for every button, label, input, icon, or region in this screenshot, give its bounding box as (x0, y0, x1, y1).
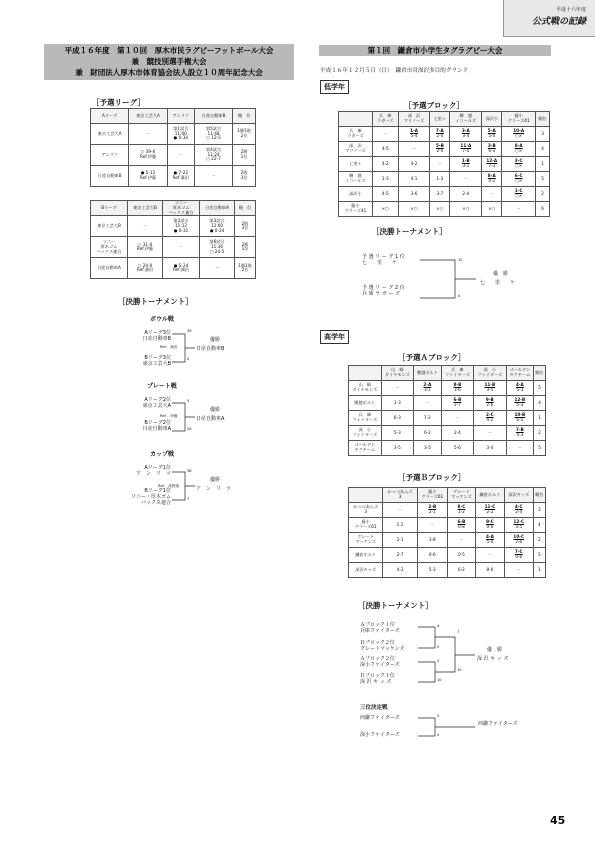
table-cell: 1-2 (383, 518, 417, 533)
cup-score1: 38 (187, 469, 192, 473)
table-row (91, 216, 256, 237)
table-cell: 2-B 2-1 (417, 503, 447, 518)
table-cell: 12-C 3-5 (504, 518, 533, 533)
row-header: 深 沢 マリノーズ (339, 142, 373, 157)
plate-referee: Ref.：伊藤 (160, 414, 178, 418)
table-cell: － (482, 187, 502, 202)
table-cell: 2-4 (441, 426, 473, 441)
high-final-win-label: 優 勝 (487, 647, 503, 653)
table-cell: 6-2 (414, 426, 442, 441)
table-cell: 2-4 (450, 187, 482, 202)
table-cell: 8-A 4-2 (482, 172, 502, 187)
table-cell: ×○ (430, 202, 450, 217)
table-cell: 12-A 7-3 (482, 157, 502, 172)
table-cell: － (441, 411, 473, 426)
table-cell: 4-2 (383, 563, 417, 578)
table-cell: 3-7 (430, 187, 450, 202)
table-cell: 9-C 0-0 (476, 518, 505, 533)
table-row (91, 166, 256, 187)
plate-team1: Aリーグ2位 東京工芸大A (142, 397, 171, 409)
plate-score1: 5 (187, 399, 190, 403)
table-cell: 第6試合 11:36 ○ 24-5 (200, 237, 235, 258)
table-cell: 3-4 (474, 441, 506, 456)
plate-title: プレート戦 (147, 383, 177, 390)
table-cell: 7-A 2-4 (430, 127, 450, 142)
column-header: 山 崎 ダイヤモンズ (381, 366, 414, 381)
table-cell: 7-B 4-3 (506, 426, 534, 441)
table-cell: 1-3 (381, 396, 414, 411)
table-cell: － (127, 216, 162, 237)
page-number: 45 (550, 814, 566, 827)
table-cell: 第1試合 11:00 ● 0-34 (167, 124, 194, 145)
low-final-team1: 予 選 リ ー グ 1 位 七 里 ケ (362, 254, 405, 266)
cup-team1: Aリーグ1位 ア ン リ ツ (135, 465, 171, 477)
table-row (91, 237, 256, 258)
left-header-line1: 平成１６年度 第１０回 厚木市民ラグビーフットボール大会 (64, 46, 274, 55)
table-cell: 3-6 (398, 187, 430, 202)
table-cell: 4-A 5-0 (476, 533, 505, 548)
table-cell: ○ 39-0 Ref.伊藤 (129, 145, 167, 166)
table-cell: 3-C ○× (502, 157, 536, 172)
table-row (349, 411, 546, 426)
event-date: 平成１６年１２月５日（日） 鎌倉市営深沢多目的グランド (320, 68, 469, 74)
table-cell: 11-B 3-5 (474, 381, 506, 396)
table-cell: 6-C ○× (502, 172, 536, 187)
row-header: 日産自動車A (91, 258, 128, 279)
table-cell: 2 (533, 533, 545, 548)
table-cell: 1-3 (372, 172, 398, 187)
table-cell: － (447, 533, 475, 548)
table-cell: 0-6 (417, 548, 447, 563)
block-b-title: ［予選Ｂブロック］ (398, 473, 466, 482)
table-cell: ×○ (450, 202, 482, 217)
table-cell: 10-A ○× (502, 127, 536, 142)
column-header: 七里ヶ (430, 112, 450, 127)
high-final-score1: 4 (437, 624, 440, 628)
table-cell: 5-A 5-4 (482, 127, 502, 142)
table-cell: 2 (536, 187, 550, 202)
table-cell: 3 (533, 503, 545, 518)
table-cell: － (381, 381, 414, 396)
column-header: 順 位 (233, 109, 256, 124)
table-cell: 5-6 (441, 441, 473, 456)
high-final-score3: 3 (437, 659, 440, 663)
table-header-row (339, 112, 550, 127)
table-cell: 8-A ○× (502, 142, 536, 157)
bowl-win-label: 優勝 (210, 337, 221, 343)
table-cell: 8-0 (476, 563, 505, 578)
table-cell: 2 (534, 426, 546, 441)
low-final-score2: 0 (458, 294, 461, 298)
column-header: 順位 (536, 112, 550, 127)
cup-win-label: 優勝 (210, 477, 221, 483)
table-cell: 4-A 5-3 (506, 381, 534, 396)
table-cell: 11-C 2-2 (476, 503, 505, 518)
table-cell: 3 (536, 127, 550, 142)
table-cell: 0-5 (447, 548, 475, 563)
plate-win-label: 優勝 (210, 407, 221, 413)
table-row (349, 381, 546, 396)
table-row (339, 172, 550, 187)
table-cell: 第4試合 11:24 ○ 22-7 (194, 145, 232, 166)
high-final-score4: 10 (437, 678, 442, 682)
table-cell: － (129, 124, 167, 145)
low-final-bracket (420, 260, 476, 298)
cup-winner: ア ン リ ツ (196, 486, 232, 492)
table-cell: 4-2 (398, 157, 430, 172)
table-cell: 4 (533, 518, 545, 533)
column-header: Bリーグ (91, 201, 128, 216)
row-header: ソニー 厚木ゴム バックス連合 (91, 237, 128, 258)
table-cell: 3-5 (381, 441, 414, 456)
plate-score2: 28 (187, 427, 192, 431)
column-header: 藤小 グラーズ61 (417, 488, 447, 503)
table-cell: 2-7 (383, 548, 417, 563)
column-header: ゴールデン タクチーム (506, 366, 534, 381)
table-cell: 第3試合 12:00 ● 0-24 (200, 216, 235, 237)
column-header: Aリーグ (91, 109, 129, 124)
table-cell: 5 (536, 172, 550, 187)
table-cell: 1-B 3-1 (450, 157, 482, 172)
table-cell: － (450, 172, 482, 187)
table-cell: 6-3 (381, 411, 414, 426)
left-header (44, 44, 294, 80)
table-row (349, 548, 546, 563)
table-cell: 7-2 (414, 411, 442, 426)
column-header: グレート マッケンズ (447, 488, 475, 503)
column-header: アンリツ (167, 109, 194, 124)
table-row (349, 426, 546, 441)
table-cell: － (398, 142, 430, 157)
table-cell: － (414, 396, 442, 411)
table-cell: 3-A 3-4 (450, 127, 482, 142)
block-a-title: ［予選Ａブロック］ (398, 353, 466, 362)
row-header: かっつあんズ 3 (349, 503, 383, 518)
table-cell: 1 (536, 157, 550, 172)
table-cell: ×○ (482, 202, 502, 217)
table-cell: － (504, 563, 533, 578)
row-header: アンリツ (91, 145, 129, 166)
table-cell: 5 (534, 441, 546, 456)
column-header: 藤小 グラーズ41 (502, 112, 536, 127)
row-header: 東京工芸大A (91, 124, 129, 145)
table-header-row (349, 366, 546, 381)
column-header: 日産自動車B (194, 109, 232, 124)
column-header: 兵 庫 ラガーズ (372, 112, 398, 127)
left-header-line3: 兼 財団法人厚木市体育協会法人設立１０周年記念大会 (75, 68, 263, 77)
table-cell: 10-C 2-6 (504, 533, 533, 548)
third-team1: 西鎌ファイターズ (360, 715, 400, 721)
table-cell: 4-5 (372, 142, 398, 157)
column-header: 鎌倉ホルト (476, 488, 505, 503)
table-row (349, 396, 546, 411)
table-cell: 1 (534, 411, 546, 426)
plate-winner: 日産自動車A (196, 416, 225, 422)
table-header-row (91, 109, 256, 124)
table-cell: 2勝 1位 (233, 145, 256, 166)
cup-title: カップ戦 (150, 451, 174, 458)
table-cell: ● 5-12 Ref.伊藤 (129, 166, 167, 187)
table-cell: － (194, 166, 232, 187)
table-cell: 3-8 (417, 533, 447, 548)
table-cell: 9-B 2-6 (474, 396, 506, 411)
table-row (349, 563, 546, 578)
row-header: グレート マッケンズ (349, 533, 383, 548)
table-row (349, 518, 546, 533)
third-place-title: 三位決定戦 (360, 705, 388, 711)
row-header: 深沢キッズ (349, 563, 383, 578)
table-cell: － (474, 426, 506, 441)
high-final-score5: 7 (457, 630, 460, 634)
left-header-line2: 兼 競技別選手権大会 (131, 57, 207, 66)
cup-referee: Ref.：高野純 (158, 484, 180, 488)
row-header: 腰越ボルト (349, 396, 382, 411)
league-b-table (90, 200, 256, 279)
table-cell: 2-1 (383, 533, 417, 548)
table-cell: 4-1 (398, 172, 430, 187)
column-header: 深 沢 マリノーズ (398, 112, 430, 127)
table-cell: 6-2 (447, 563, 475, 578)
table-cell: 5-3 (417, 563, 447, 578)
table-row (339, 157, 550, 172)
table-cell: 11-A 7-4 (450, 142, 482, 157)
bowl-winner: 日産自動車B (196, 346, 225, 352)
table-cell: 2-A 3-1 (414, 381, 442, 396)
table-cell: 1-C ○× (502, 187, 536, 202)
table-cell: 5-3 (381, 426, 414, 441)
table-cell: 1-A 5-4 (398, 127, 430, 142)
column-header: 深沢小 (482, 112, 502, 127)
column-header (349, 366, 382, 381)
third-place-bracket (418, 718, 475, 736)
table-cell: 8-C 1-2 (447, 503, 475, 518)
table-cell: ● 7-22 Ref.濱田 (167, 166, 194, 187)
table-cell: － (506, 441, 534, 456)
column-header: 順位 (533, 488, 545, 503)
table-cell: ● 5-24 Ref.濱田 (163, 258, 200, 279)
table-cell: 4-2 (372, 157, 398, 172)
row-header: 鎌倉ホルト (349, 548, 383, 563)
table-cell: 第5試合 11:48 ○ 12-5 (194, 124, 232, 145)
table-cell: ○ 24-0 Ref.濱田 (127, 258, 162, 279)
low-final-winner: 七 里 ケ (480, 280, 516, 286)
table-row (339, 187, 550, 202)
table-cell: 2-C 4-2 (474, 411, 506, 426)
row-header: 山 崎 ダイヤモンズ (349, 381, 382, 396)
table-row (91, 145, 256, 166)
table-cell: － (163, 237, 200, 258)
high-final-score6: 10 (457, 668, 462, 672)
corner-logo-line2: 公式戦の記録 (531, 17, 586, 27)
table-header-row (349, 488, 546, 503)
right-header: 第１回 鎌倉市小学生タグラグビー大会 (319, 45, 551, 56)
left-league-title: ［予選リーグ］ (92, 98, 145, 107)
third-team2: 深小ファイターズ (360, 732, 400, 738)
table-row (91, 258, 256, 279)
column-header: 腰 越 イコールズ (450, 112, 482, 127)
bowl-team1: Aリーグ3位 日産自動車B (142, 330, 171, 342)
table-row (349, 441, 546, 456)
row-header: 腰 越 イコールズ (339, 172, 373, 187)
row-header: 七里ヶ (339, 157, 373, 172)
table-cell: 3-5 (414, 441, 442, 456)
table-cell: 4 (536, 142, 550, 157)
column-header: 腰越ボルト (414, 366, 442, 381)
table-row (339, 142, 550, 157)
table-cell: － (502, 202, 536, 217)
high-grade-tag: 高学年 (320, 330, 349, 344)
table-cell: － (476, 548, 505, 563)
table-cell: － (167, 145, 194, 166)
table-cell: 1-3 (430, 172, 450, 187)
low-grade-tag: 低学年 (320, 80, 349, 94)
low-final-win-label: 優 勝 (493, 271, 509, 277)
table-cell: 6 (536, 202, 550, 217)
column-header: 東京工芸大A (129, 109, 167, 124)
table-cell: 7-C 0-6 (504, 548, 533, 563)
bowl-score1: 39 (187, 329, 192, 333)
low-final-team2: 予 選 リ ー グ 2 位 兵 庫 ラ ガ ー ズ (362, 285, 405, 297)
table-cell: － (383, 503, 417, 518)
high-final-entry3: Ａブロック２位 深小ファイターズ (360, 656, 400, 668)
cup-score2: 7 (187, 497, 190, 501)
column-header: 順 位 (235, 201, 256, 216)
table-cell: 1勝1敗 2位 (233, 124, 256, 145)
third-score2: 4 (437, 733, 440, 737)
high-final-entry2: Ｂブロック２位 グレートマッケンズ (360, 640, 405, 652)
table-cell: ×○ (398, 202, 430, 217)
high-final-entry1: Ａブロック１位 兵庫ファイターズ (360, 622, 400, 634)
table-cell: 1 (533, 563, 545, 578)
table-cell: 3-B 6-3 (482, 142, 502, 157)
row-header: 深沢小 (339, 187, 373, 202)
table-header-row (91, 201, 256, 216)
table-cell: － (200, 258, 235, 279)
table-cell: 6-B 2-7 (441, 396, 473, 411)
column-header: かっつあんズ 3 (383, 488, 417, 503)
row-header: ゴールデン タクチーム (349, 441, 382, 456)
table-row (349, 503, 546, 518)
low-final-title: ［決勝トーナメント］ (372, 227, 447, 236)
low-final-score1: 10 (458, 258, 463, 262)
table-cell: 8-B 3-6 (441, 381, 473, 396)
bowl-score2: 0 (187, 357, 190, 361)
high-final-score2: 0 (437, 645, 440, 649)
table-cell: ×○ (372, 202, 398, 217)
block-b-table (348, 487, 546, 578)
column-header: 兵 庫 ファイターズ (441, 366, 473, 381)
plate-team2: Bリーグ2位 日産自動車A (142, 420, 171, 432)
block-a-table (348, 365, 546, 456)
column-header: 日産自動車A (200, 201, 235, 216)
cup-team2: Bリーグ1位 ソニー・厚木ゴム バックス連合 (131, 488, 171, 506)
table-cell: 4-5 (372, 187, 398, 202)
table-cell: 2敗 3位 (235, 216, 256, 237)
table-cell: ○ 31-0 Ref.伊藤 (127, 237, 162, 258)
table-cell: － (430, 157, 450, 172)
high-final-bracket (418, 627, 475, 682)
high-final-winner: 深 沢 キ ッ ズ (477, 656, 509, 662)
table-cell: 6-B 0-8 (447, 518, 475, 533)
table-row (349, 533, 546, 548)
left-final-title: ［決勝トーナメント］ (118, 297, 193, 306)
league-a-table (90, 108, 256, 187)
row-header: 東京工芸大B (91, 216, 128, 237)
table-cell: － (417, 518, 447, 533)
column-header: 深 小 ファイターズ (474, 366, 506, 381)
table-cell: 2敗 3位 (233, 166, 256, 187)
table-cell: 2勝 1位 (235, 237, 256, 258)
high-final-title: ［決勝トーナメント］ (358, 601, 433, 610)
row-header: 兵 庫 ラガーズ (339, 127, 373, 142)
column-header (349, 488, 383, 503)
corner-logo (503, 0, 595, 37)
table-row (91, 124, 256, 145)
bowl-referee: Ref.：濱田 (160, 345, 178, 349)
bowl-title: ボウル戦 (150, 316, 174, 323)
column-header: 東京工芸大B (127, 201, 162, 216)
table-cell: 5-B 2-4 (430, 142, 450, 157)
corner-logo-line1: 平成十六年度 (555, 7, 586, 13)
row-header: 藤小 グラーズ41 (339, 202, 373, 217)
column-header: 順位 (534, 366, 546, 381)
third-score1: 5 (437, 714, 440, 718)
third-winner: 西鎌ファイターズ (478, 721, 518, 727)
row-header: 日産自動車B (91, 166, 129, 187)
table-cell: 10-B 6-5 (506, 411, 534, 426)
table-cell: 4 (534, 396, 546, 411)
low-grade-table (338, 111, 550, 217)
bowl-team2: Bリーグ3位 東京工芸大B (142, 355, 171, 367)
row-header: 深 小 ファイターズ (349, 426, 382, 441)
table-cell: 4-C 2-4 (504, 503, 533, 518)
column-header: 深沢キッズ (504, 488, 533, 503)
row-header: 兵 庫 ファイターズ (349, 411, 382, 426)
column-header: ソニー 厚木ゴム バックス連合 (163, 201, 200, 216)
low-block-title: ［予選ブロック］ (404, 101, 464, 110)
high-final-entry4: Ｂブロック１位 深 沢 キ ッ ズ (360, 673, 395, 685)
column-header (339, 112, 373, 127)
table-cell: － (372, 127, 398, 142)
table-row (339, 202, 550, 217)
table-row (339, 127, 550, 142)
table-cell: 第2試合 11:12 ● 0-31 (163, 216, 200, 237)
row-header: 藤小 グラーズ61 (349, 518, 383, 533)
table-cell: 5 (533, 548, 545, 563)
table-cell: 5 (534, 381, 546, 396)
table-cell: 12-B 5-3 (506, 396, 534, 411)
table-cell: 1勝1敗 2位 (235, 258, 256, 279)
